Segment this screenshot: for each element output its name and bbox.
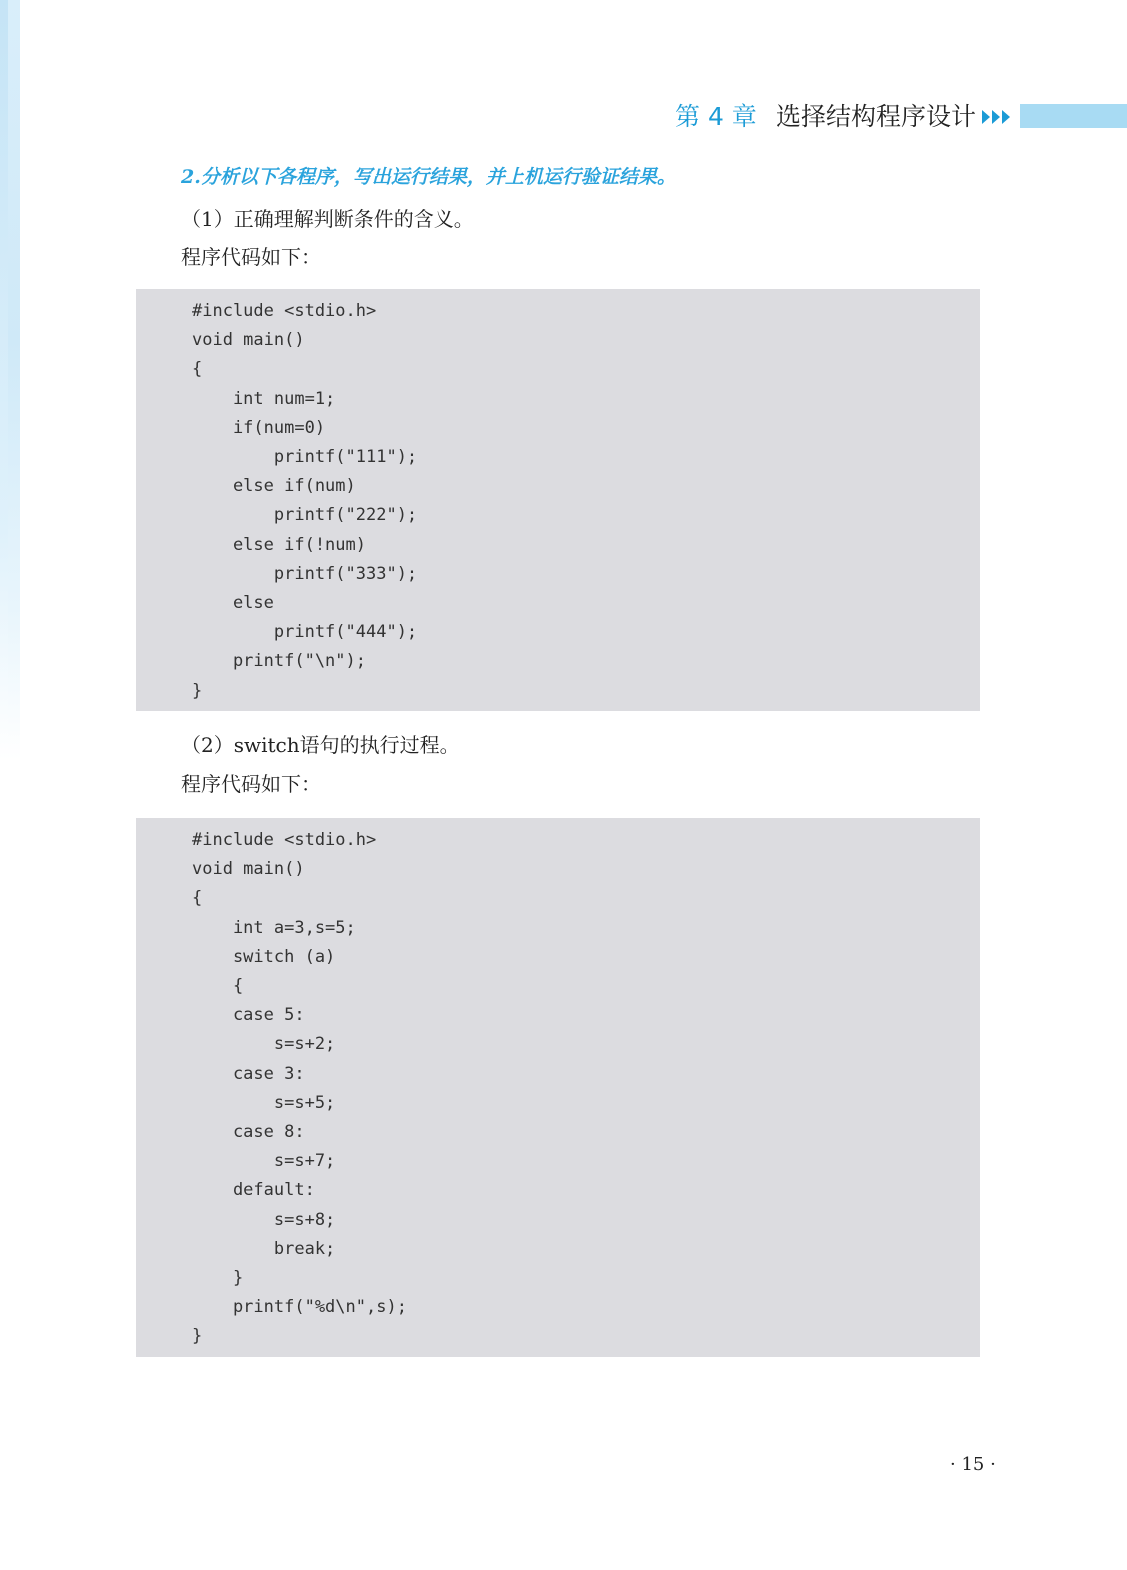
section-2-title: （2）switch语句的执行过程。 (181, 733, 460, 757)
code-block-1 (136, 289, 980, 711)
code-listing-2: #include <stdio.h> void main() { int a=3,s=5; switch (a) { case 5: s=s+2; case 3: s=s+5; case 8: s=s+7; default: s=s+8; break; } printf("%d\n",s); } (192, 830, 407, 1347)
code-listing-1: #include <stdio.h> void main() { int num=1; if(num=0) printf("111"); else if(num) printf("222"); else if(!num) printf("333"); else printf("444"); printf("\n"); } (192, 301, 418, 701)
chapter-title: 选择结构程序设计 (776, 102, 977, 131)
chapter-number: 第 4 章 (675, 102, 757, 131)
question-heading: 2.分析以下各程序，写出运行结果，并上机运行验证结果。 (181, 166, 676, 188)
section-1-title: （1）正确理解判断条件的含义。 (181, 207, 474, 231)
chapter-header (0, 100, 1127, 136)
code-block-2 (136, 818, 980, 1357)
section-1-intro: 程序代码如下： (181, 245, 321, 269)
triple-arrow-icon (982, 108, 1012, 126)
page-number: · 15 · (950, 1454, 996, 1475)
header-accent-bar (1020, 104, 1127, 128)
section-2-intro: 程序代码如下： (181, 772, 321, 796)
